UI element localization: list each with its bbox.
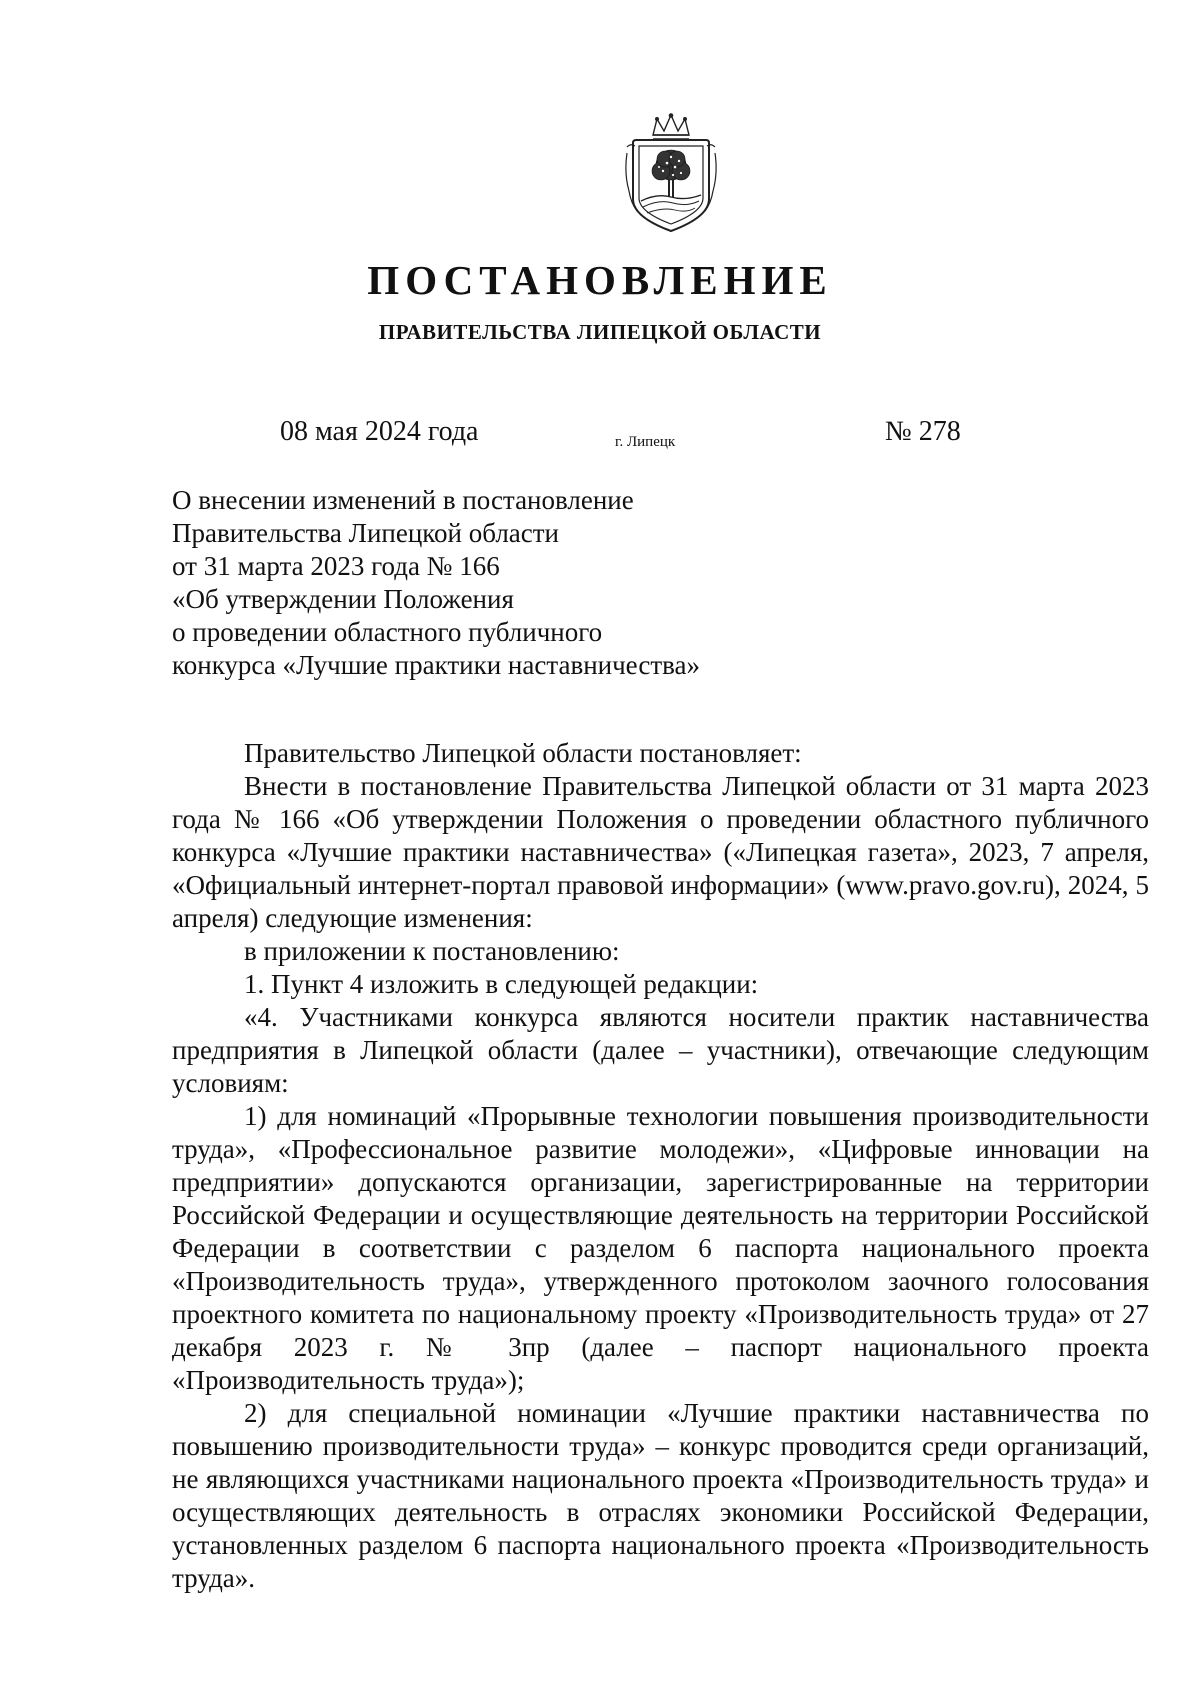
document-body <box>172 737 1149 1595</box>
body-paragraph: 1) для номинаций «Прорывные технологии повышения производительности труда», «Профессиональное развитие молодежи», «Цифровые инновации на предприятии» допускаются организации, зарегистрированные на территории Российской Федерации и осуществляющие деятельность на территории Российской Федерации в соответствии с разделом 6 паспорта национального проекта «Производительность труда», утвержденного протоколом заочного голосования проектного комитета по национальному проекту «Производительность труда» от 27 декабря 2023 г. № 3пр (далее – паспорт национального проекта «Производительность труда»); <box>172 1101 1149 1395</box>
document-number: № 278 <box>885 416 961 447</box>
body-paragraph: Внести в постановление Правительства Липецкой области от 31 марта 2023 года № 166 «Об утверждении Положения о проведении областного публичного конкурса «Лучшие практики наставничества» («Липецкая газета», 2023, 7 апреля, «Официальный интернет-портал правовой информации» (www.pravo.gov.ru), 2024, 5 апреля) следующие изменения: <box>172 771 1149 933</box>
body-paragraph: «4. Участниками конкурса являются носители практик наставничества предприятия в Липецкой области (далее – участники), отвечающие следующим условиям: <box>172 1002 1149 1098</box>
coat-of-arms-icon <box>623 113 719 235</box>
subject-line: от 31 марта 2023 года № 166 <box>172 551 500 581</box>
subject-line: конкурса «Лучшие практики наставничества» <box>172 650 701 680</box>
subject-line: Правительства Липецкой области <box>172 518 560 548</box>
body-paragraph: 1. Пункт 4 изложить в следующей редакции: <box>244 969 759 999</box>
subject-line: «Об утверждении Положения <box>172 584 514 614</box>
subject-line: О внесении изменений в постановление <box>172 485 634 515</box>
body-paragraph: в приложении к постановлению: <box>244 936 620 966</box>
document-title: ПОСТАНОВЛЕНИЕ <box>367 257 833 303</box>
document-subject <box>172 484 700 682</box>
body-paragraph: 2) для специальной номинации «Лучшие практики наставничества по повышению производительности труда» – конкурс проводится среди организаций, не являющихся участниками национального проекта «Производительность труда» и осуществляющих деятельность в отраслях экономики Российской Федерации, установленных разделом 6 паспорта национального проекта «Производительность труда». <box>172 1398 1149 1593</box>
document-city: г. Липецк <box>615 434 676 450</box>
subject-line: о проведении областного публичного <box>172 617 603 647</box>
document-date: 08 мая 2024 года <box>280 416 479 447</box>
document-subtitle: ПРАВИТЕЛЬСТВА ЛИПЕЦКОЙ ОБЛАСТИ <box>378 320 822 344</box>
body-paragraph: Правительство Липецкой области постановляет: <box>244 738 802 768</box>
